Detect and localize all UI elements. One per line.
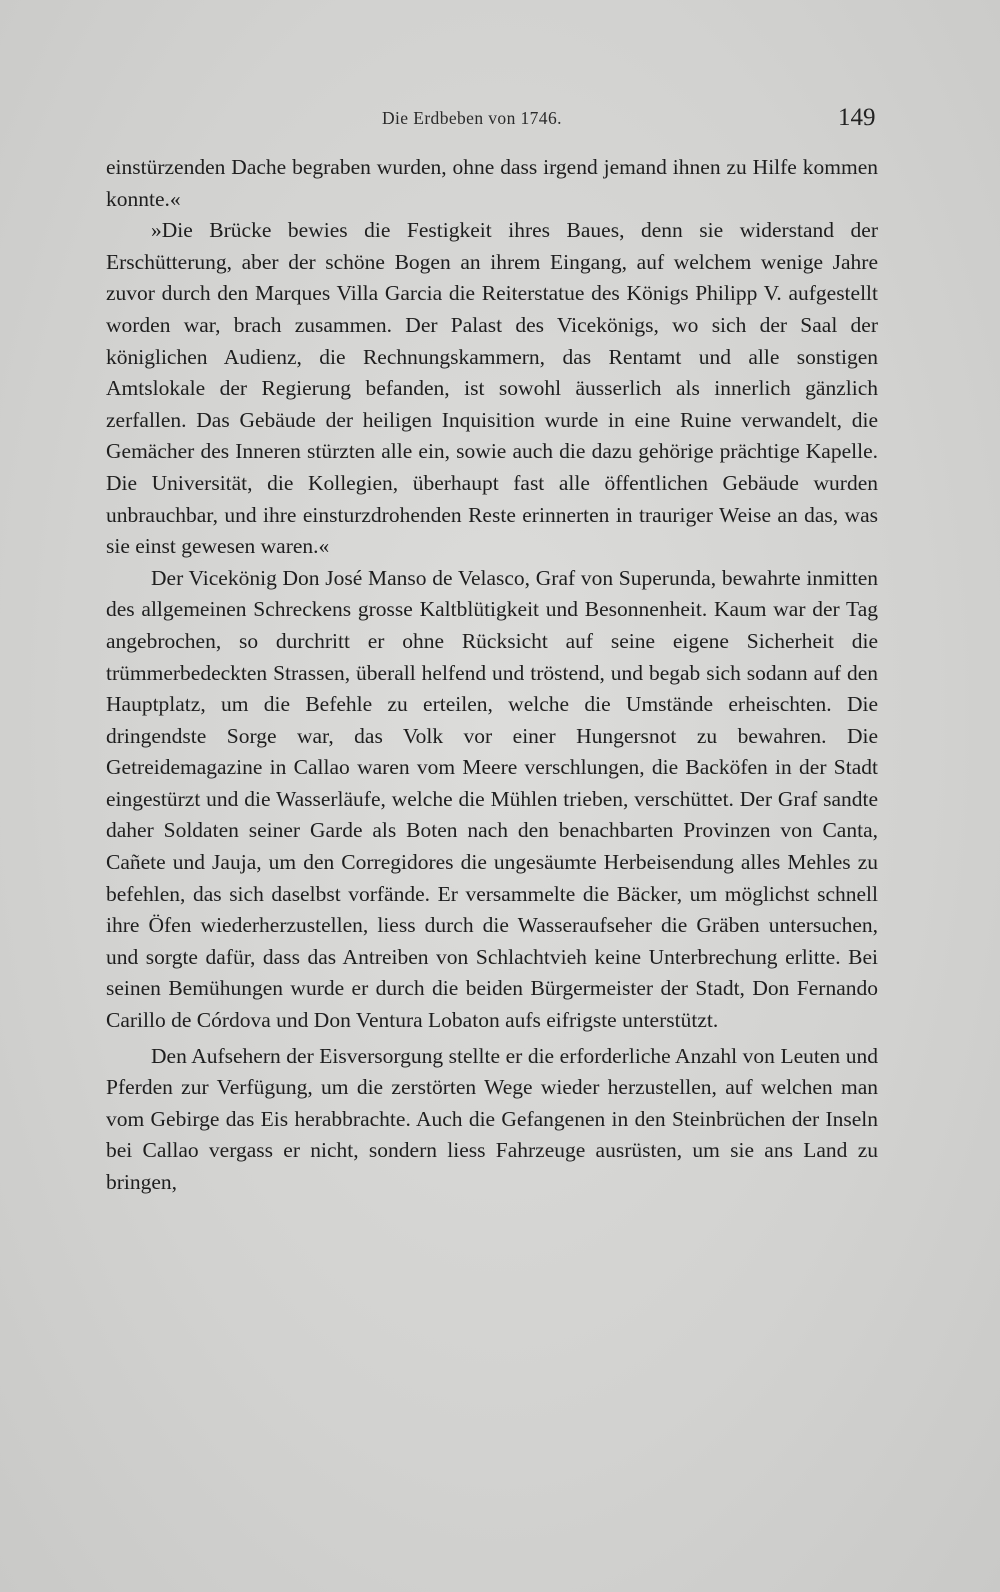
paragraph-ice-supply: Den Aufsehern der Eisversorgung stellte er die erforderliche Anzahl von Leuten und Pferden zur Verfügung, um die zerstörten Wege wieder herzustellen, auf welchen man vom Gebirge das Eis herabbrachte. Auch die Gefangenen in den Steinbrüchen der Inseln bei Callao vergass er nicht, sondern liess Fahrzeuge ausrüsten, um sie ans Land zu bringen, (106, 1043, 878, 1194)
paragraph-viceroy: Der Vicekönig Don José Manso de Velasco, Graf von Superunda, bewahrte inmitten des allgemeinen Schreckens grosse Kaltblütigkeit und Besonnenheit. Kaum war der Tag angebrochen, so durchritt er ohne Rücksicht auf seine eigene Sicherheit die trümmerbedeckten Strassen, überall helfend und tröstend, und begab sich sodann auf den Hauptplatz, um die Befehle zu erteilen, welche die Umstände erheischten. Die dringendste Sorge war, das Volk vor einer Hungersnot zu bewahren. Die Getreidemagazine in Callao waren vom Meere verschlungen, die Backöfen in der Stadt eingestürzt und die Wasserläufe, welche die Mühlen trieben, verschüttet. Der Graf sandte daher Soldaten seiner Garde als Boten nach den benachbarten Provinzen von Canta, Cañete und Jauja, um den Corregidores die ungesäumte Herbeisendung alles Mehles zu befehlen, das sich daselbst vorfände. Er versammelte die Bäcker, um möglichst schnell ihre Öfen wiederherzustellen, liess durch die Wasseraufseher die Gräben untersuchen, und sorgte dafür, dass das Antreiben von Schlachtvieh keine Unterbrechung erlitte. Bei seinen Bemühungen wurde er durch die beiden Bürgermeister der Stadt, Don Fernando Carillo de Córdova und Don Ventura Lobaton aufs eifrigste unterstützt. (106, 565, 878, 1033)
page-number: 149 (838, 104, 876, 131)
body-text (106, 152, 878, 1199)
paragraph-bridge: »Die Brücke bewies die Festigkeit ihres Baues, denn sie widerstand der Erschütterung, aber der schöne Bogen an ihrem Eingang, auf welchem wenige Jahre zuvor durch den Marques Villa Garcia die Reiterstatue des Königs Philipp V. aufgestellt worden war, brach zusammen. Der Palast des Vicekönigs, wo sich der Saal der königlichen Audienz, die Rechnungskammern, das Rentamt und alle sonstigen Amtslokale der Regierung befanden, ist sowohl äusserlich als innerlich gänzlich zerfallen. Das Gebäude der heiligen Inquisition wurde in eine Ruine verwandelt, die Gemächer des Inneren stürzten alle ein, sowie auch die dazu gehörige prächtige Kapelle. Die Universität, die Kollegien, überhaupt fast alle öffentlichen Gebäude wurden unbrauchbar, und ihre einsturzdrohenden Reste erinnerten in trauriger Weise an das, was sie einst gewesen waren.« (106, 218, 878, 559)
paragraph-continuation: einstürzenden Dache begraben wurden, ohne dass irgend jemand ihnen zu Hilfe kommen konnte.« (106, 155, 878, 211)
running-head (0, 104, 1000, 134)
running-title: Die Erdbeben von 1746. (382, 108, 562, 128)
